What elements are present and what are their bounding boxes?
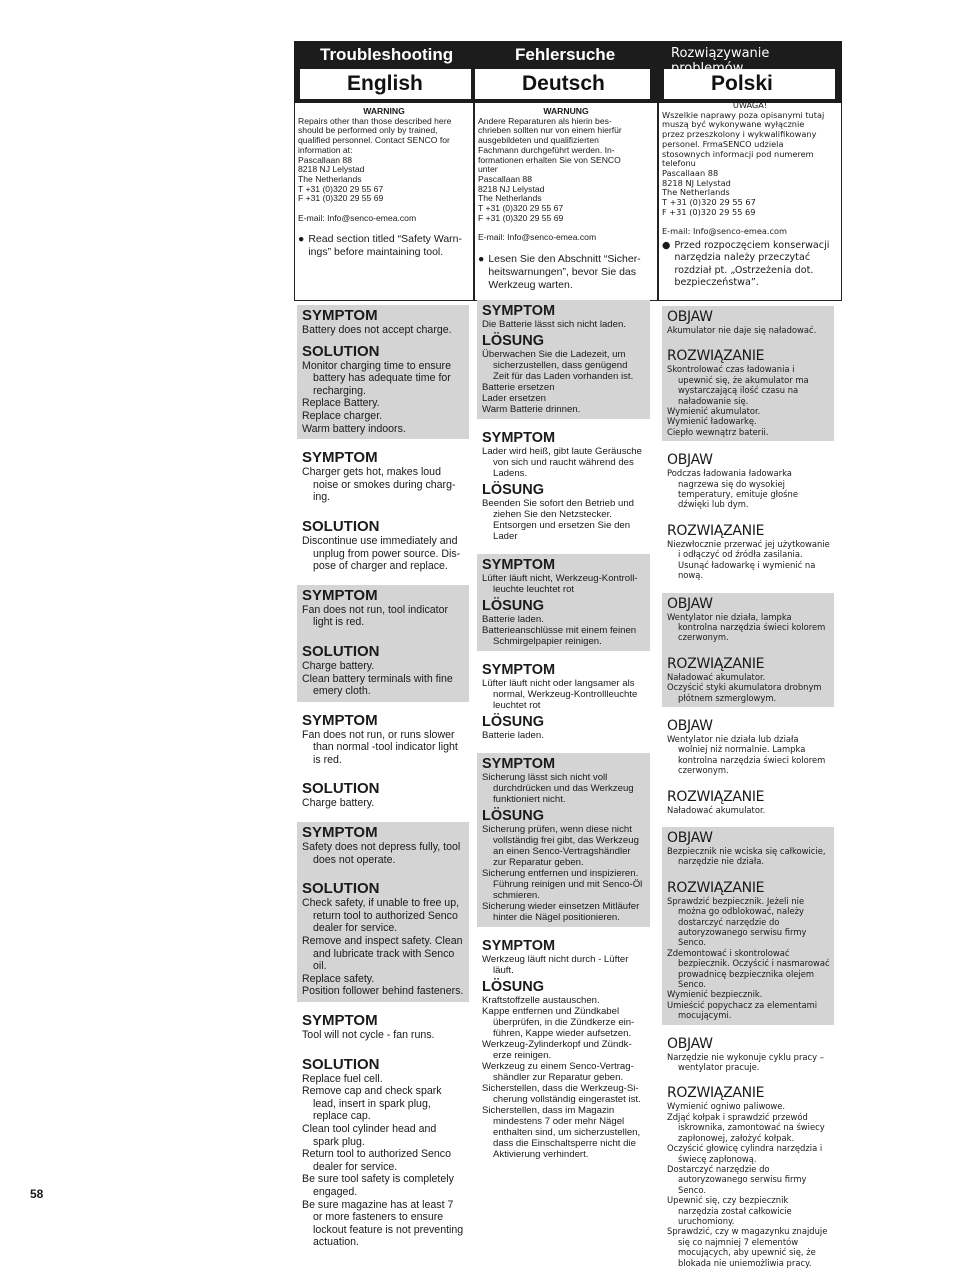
warning-title: WARNING [363,106,405,116]
warning-bullet [298,233,470,259]
solution-label: ROZWIĄZANIE [667,655,765,672]
solution-text: Sicherstellen, dass die Werkzeug-Si-cherung vollständig eingerastet ist. [482,1083,641,1105]
symptom-label: SYMPTOM [302,1012,378,1029]
solution-text: Monitor charging time to ensure battery has adequate time for recharging. [302,359,451,397]
solution-text: Upewnić się, czy bezpiecznik narzędzia został całkowicie uruchomiony. [667,1195,792,1226]
symptom-label: SYMPTOM [302,711,378,729]
solution-text: Remove and inspect safety. Clean and lubricate track with Senco oil. [302,935,463,973]
solution-text: Oczyścić styki akumulatora drobnym płótnem szmerglowym. [667,682,822,703]
warning-bullet [662,240,838,290]
symptom-label: OBJAW [667,452,713,469]
symptom-text: Tool will not cycle - fan runs. [302,1029,435,1041]
solution-text: Clean tool cylinder head and spark plug. [302,1122,437,1148]
symptom-text: Podczas ładowania ładowarka nagrzewa się do wysokiej temperatury, emituje głośne dźwięki lub dym. [667,468,798,510]
warning-bullet-text: Przed rozpoczęciem konserwacji narzędzia należy przeczytać rozdział pt. „Ostrzeżenia dot. bezpieczeństwa”. [674,239,830,289]
symptom-label: SYMPTOM [482,662,556,678]
symptom-label: SYMPTOM [482,557,556,573]
warning-bullet-text: Lesen Sie den Abschnitt “Sicher-heitswarnungen”, bevor Sie das Werkzeug warten. [488,252,641,291]
symptom-text: Lader wird heiß, gibt laute Geräusche von sich und raucht während des Ladens. [482,446,642,479]
troubleshooting-block [477,427,650,546]
troubleshooting-block [297,710,469,814]
solution-text: Warm battery indoors. [302,422,406,435]
solution-label: LÖSUNG [482,979,545,995]
solution-text: Kraftstoffzelle austauschen. [482,995,600,1006]
solution-label: LÖSUNG [482,808,545,824]
warning-title: UWAGA! [732,100,768,110]
symptom-label: OBJAW [667,309,713,325]
solution-text: Beenden Sie sofort den Betrieb und ziehen Sie den Netzstecker. Entsorgen und ersetzen Sie den Lader [482,498,635,542]
section-title-en: Troubleshooting [320,45,454,64]
solution-label: ROZWIĄZANIE [667,348,765,365]
symptom-text: Lüfter läuft nicht, Werkzeug-Kontroll-leuchte leuchtet rot [482,573,638,595]
troubleshooting-block [662,306,834,441]
solution-text: Wymienić akumulator. [667,406,761,417]
solution-text: Lader ersetzen [482,393,546,404]
solution-label: SOLUTION [302,780,380,798]
solution-text: Charge battery. [302,797,375,810]
symptom-label: OBJAW [667,829,713,846]
symptom-text: Wentylator nie działa, lampka kontrolna narzędzia świeci kolorem czerwonym. [667,611,826,643]
warning-box-pl [658,100,842,301]
symptom-label: SYMPTOM [482,938,556,954]
section-title-de: Fehlersuche [515,45,616,64]
symptom-text: Charger gets hot, makes loud noise or smokes during charg-ing. [302,466,456,504]
solution-text: Überwachen Sie die Ladezeit, um sicherzustellen, dass genügend Zeit für das Laden vorhanden ist. [482,349,634,382]
solution-text: Zdemontować i skontrolować bezpiecznik. Oczyścić i nasmarować prowadnicę bezpiecznika olejem Senco. [667,947,830,990]
solution-text: Dostarczyć narzędzie do autoryzowanego serwisu firmy Senco. [667,1163,807,1195]
symptom-text: Bezpiecznik nie wciska się całkowicie, narzędzie nie działa. [667,845,826,867]
solution-text: Sprawdzić bezpiecznik. Jeżeli nie można go odblokować, należy dostarczyć narzędzie do autoryzowanego serwisu firmy Senco. [667,895,807,948]
troubleshooting-block [477,554,650,651]
solution-text: Charge battery. [302,659,375,672]
polish-column [662,306,834,1280]
symptom-label: OBJAW [667,595,713,612]
solution-text: Batterie laden. [482,730,544,741]
troubleshooting-block [662,827,834,1025]
solution-text: Niezwłocznie przerwać jej użytkowanie i odłączyć od źródła zasilania. Usunąć ładowarkę i wymienić na nową. [667,538,830,581]
solution-text: Sicherstellen, dass im Magazin mindestens 7 oder mehr Nägel enthalten sind, um sicherzustellen, dass die Einschaltsperre nicht die Aktivierung verhindert. [482,1105,641,1160]
symptom-label: SYMPTOM [302,307,378,324]
troubleshooting-block [477,300,650,419]
troubleshooting-block [662,593,834,707]
header-bar [294,41,842,103]
symptom-text: Fan does not run, tool indicator light is red. [302,603,449,629]
solution-text: Werkzeug-Zylinderkopf und Zündk-erze reinigen. [482,1039,632,1061]
german-column [477,300,650,1172]
warning-box-de [474,103,658,301]
solution-text: Clean battery terminals with fine emery cloth. [302,672,453,698]
solution-label: SOLUTION [302,342,380,360]
page-number: 58 [30,1187,44,1201]
troubleshooting-block [297,447,469,577]
language-en: English [300,69,471,99]
symptom-label: SYMPTOM [302,586,378,604]
solution-text: Return tool to authorized Senco dealer for service. [302,1148,451,1173]
solution-text: Skontrolować czas ładowania i upewnić się, że akumulator ma wystarczającą ilość czasu na naładowanie się. [667,364,809,406]
solution-label: LÖSUNG [482,598,545,614]
solution-label: LÖSUNG [482,482,545,498]
solution-text: Be sure magazine has at least 7 or more fasteners to ensure lockout feature is not preventing actuation. [302,1198,464,1249]
solution-label: SOLUTION [302,880,380,898]
solution-text: Wymienić ładowarkę. [667,416,757,427]
symptom-text: Wentylator nie działa lub działa wolniej niż normalnie. Lampka kontrolna narzędzia świeci kolorem czerwonym. [667,733,826,776]
solution-text: Replace Battery. [302,397,380,410]
solution-text: Ciepło wewnątrz baterii. [667,426,769,437]
symptom-label: SYMPTOM [482,430,556,446]
symptom-text: Safety does not depress fully, tool does not operate. [302,841,461,866]
solution-label: LÖSUNG [482,333,545,349]
symptom-label: OBJAW [667,717,713,734]
solution-text: Replace safety. [302,972,375,985]
solution-text: Wymienić bezpiecznik. [667,989,763,1000]
symptom-label: SYMPTOM [302,824,378,842]
troubleshooting-block [477,753,650,927]
troubleshooting-block [477,659,650,745]
symptom-text: Fan does not run, or runs slower than normal -tool indicator light is red. [302,728,458,766]
solution-text: Position follower behind fasteners. [302,985,464,998]
warning-bullet-text: Read section titled “Safety Warn-ings” before maintaining tool. [308,233,463,259]
solution-text: Replace fuel cell. [302,1072,383,1085]
solution-text: Sicherung wieder einsetzen Mitläufer hinter die Nägel positionieren. [482,901,640,923]
solution-label: SOLUTION [302,517,380,535]
troubleshooting-block [662,449,834,584]
solution-label: SOLUTION [302,642,380,660]
bullet-icon: ● [298,233,305,246]
troubleshooting-block [662,715,834,819]
solution-text: Umieścić popychacz za elementami mocującymi. [667,999,818,1021]
solution-label: ROZWIĄZANIE [667,879,765,896]
symptom-text: Die Batterie lässt sich nicht laden. [482,319,626,330]
warning-box-en [294,103,474,301]
symptom-label: SYMPTOM [482,303,556,319]
solution-label: ROZWIĄZANIE [667,522,765,539]
section-title-pl: Rozwiązywanie [671,46,770,61]
warning-body: Andere Reparaturen als hierin bes- chrieben sollten nur von einem hierfür ausgebildeten und qualifizierten Fachmann durchgeführt werden. In- formationen erhalten Sie von SENCO unter Pascallaan 88 8218 NJ Lelystad The Netherlands T +31 (0)320 29 55 67 F +31 (0)320 29 55 69 E-mail: Info@senco-emea.com [478,115,622,243]
solution-text: Batterie laden. [482,614,544,625]
symptom-label: SYMPTOM [482,756,556,772]
solution-text: Naładować akumulator. [667,671,766,682]
warning-body: Wszelkie naprawy poza opisanymi tutaj muszą być wykonywane wyłącznie przez przeszkolony i wykwalifikowany personel. FrmaSENCO udziela stosownych informacji pod numerem telefonu Pascallaan 88 8218 NJ Lelystad The Netherlands T +31 (0)320 29 55 67 F +31 (0)320 29 55 69 E-mail: Info@senco-emea.com [662,109,825,237]
symptom-text: Akumulator nie daje się naładować. [667,325,817,335]
symptom-text: Werkzeug läuft nicht durch - Lüfter läuft. [482,954,629,976]
solution-text: Kappe entfernen und Zündkabel überprüfen, in die Zündkerze ein-führen, Kappe wieder aufsetzen. [482,1006,635,1039]
solution-label: SOLUTION [302,1055,380,1073]
solution-text: Werkzeug zu einem Senco-Vertrag-shändler zur Reparatur geben. [482,1061,634,1083]
solution-text: Naładować akumulator. [667,804,766,815]
troubleshooting-block [477,935,650,1164]
language-pl: Polski [664,69,835,99]
bullet-icon: ● [662,239,671,251]
solution-text: Zdjąć kołpak i sprawdzić przewód iskrownika, zamontować na świecy zapłonowej, założyć kołpak. [667,1111,825,1143]
troubleshooting-block [662,1033,834,1272]
solution-label: ROZWIĄZANIE [667,1085,765,1102]
symptom-label: SYMPTOM [302,449,378,467]
troubleshooting-block [297,305,469,439]
symptom-text: Lüfter läuft nicht oder langsamer als normal, Werkzeug-Kontrollleuchte leuchtet rot [482,678,638,711]
solution-text: Replace charger. [302,409,383,422]
warning-body: Repairs other than those described here should be performed only by trained, qualified personnel. Contact SENCO for information at: Pascallaan 88 8218 NJ Lelystad The Netherlands T +31 (0)320 29 55 67 F +31 (0)320 29 55 69 E-mail: Info@senco-emea.com [298,115,452,223]
solution-text: Sprawdzić, czy w magazynku znajduje się co najmniej 7 elementów mocujących, aby upewnić się, że blokada nie uniemożliwia pracy. [667,1226,828,1268]
bullet-icon: ● [478,252,485,265]
english-column [297,305,469,1261]
solution-text: Batterie ersetzen [482,382,555,393]
warning-bullet [478,253,654,292]
warning-title: WARNUNG [543,106,589,116]
solution-text: Sicherung entfernen und inspizieren. Führung reinigen und mit Senco-Öl schmieren. [482,868,643,901]
solution-text: Be sure tool safety is completely engaged. [302,1173,454,1198]
solution-text: Discontinue use immediately and unplug from power source. Dis-pose of charger and replace. [302,534,461,573]
language-de: Deutsch [475,69,650,99]
solution-text: Remove cap and check spark lead, insert in spark plug, replace cap. [302,1085,442,1123]
solution-label: ROZWIĄZANIE [667,788,765,805]
symptom-text: Sicherung lässt sich nicht voll durchdrücken und das Werkzeug funktioniert nicht. [482,772,634,805]
solution-text: Batterieanschlüsse mit einem feinen Schmirgelpapier reinigen. [482,625,637,647]
troubleshooting-block [297,822,469,1002]
symptom-text: Battery does not accept charge. [302,324,452,336]
troubleshooting-block [297,1010,469,1253]
symptom-text: Narzędzie nie wykonuje cyklu pracy – wentylator pracuje. [667,1051,824,1073]
solution-text: Oczyścić głowicę cylindra narzędzia i świecę zapłonową. [667,1143,823,1164]
solution-label: LÖSUNG [482,714,545,730]
solution-text: Sicherung prüfen, wenn diese nicht vollständig frei gibt, das Werkzeug an einen Senco-Vertragshändler zur Reparatur geben. [482,824,639,868]
solution-text: Check safety, if unable to free up, return tool to authorized Senco dealer for service. [302,897,460,935]
symptom-label: OBJAW [667,1035,713,1052]
solution-text: Wymienić ogniwo paliwowe. [667,1101,786,1112]
troubleshooting-block [297,585,469,702]
solution-text: Warm Batterie drinnen. [482,404,581,415]
